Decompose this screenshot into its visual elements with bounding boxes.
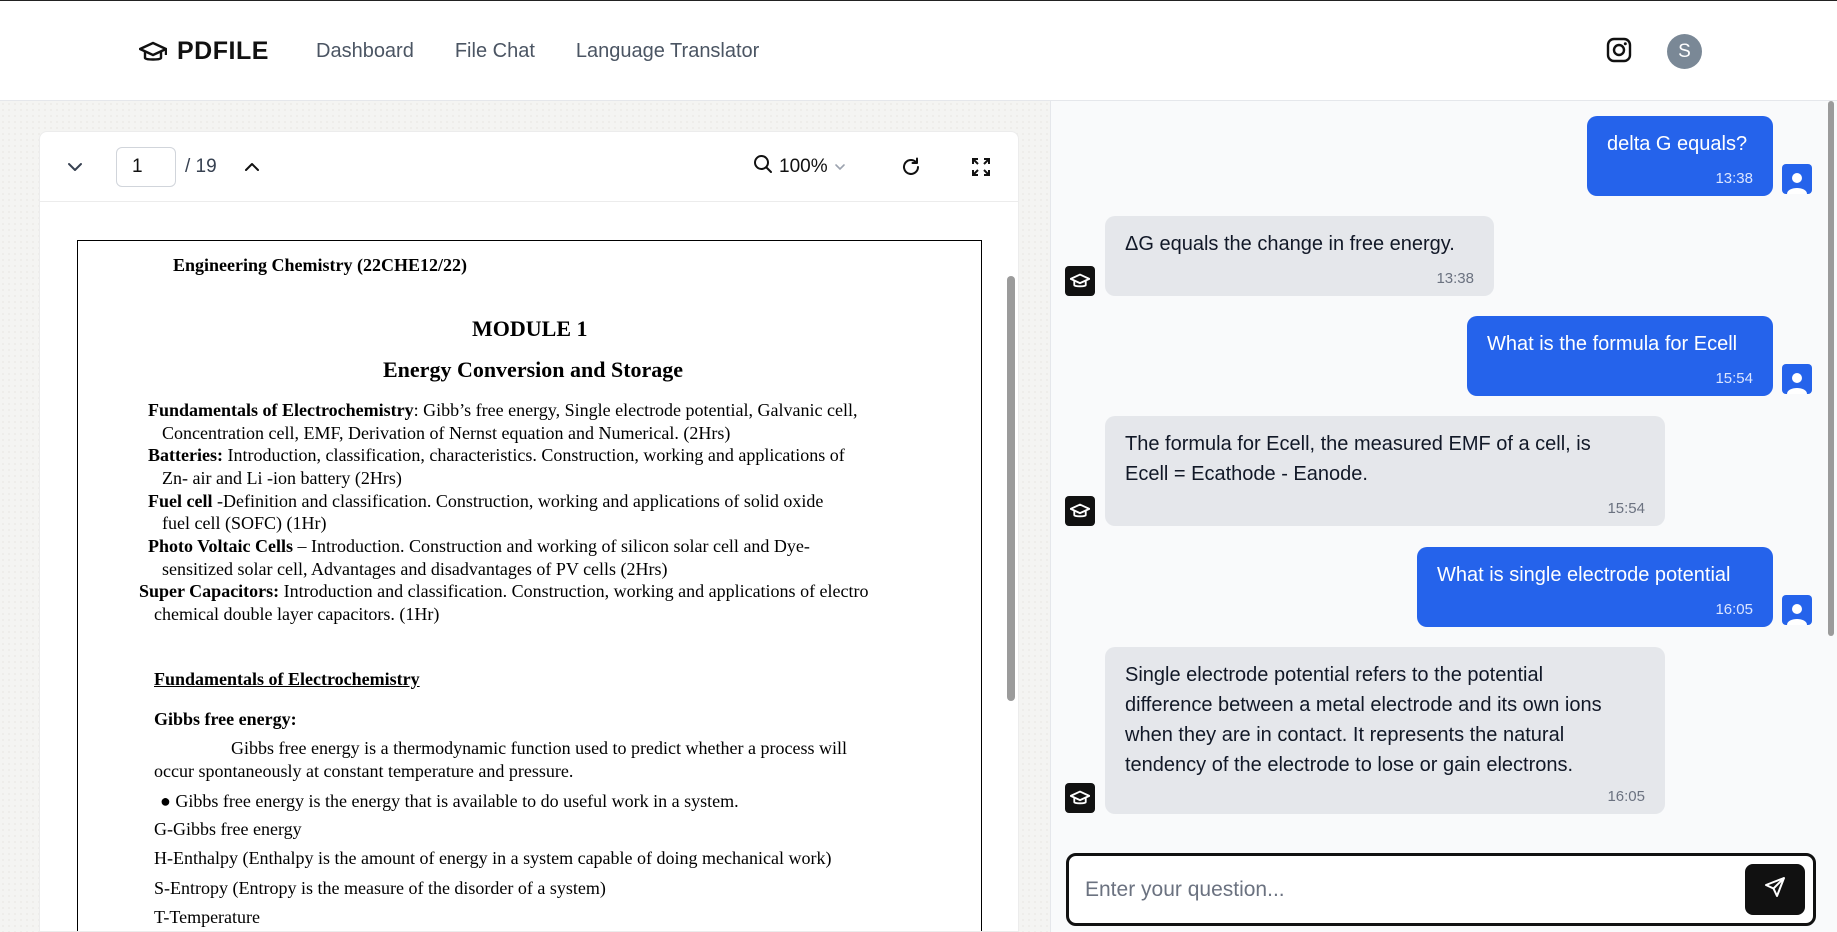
syllabus-item: Fundamentals of Electrochemistry: Gibb’s free energy, Single electrode potential, Galvanic cell, — [148, 400, 858, 420]
nav-language-translator[interactable]: Language Translator — [575, 40, 760, 62]
pdf-definition: S-Entropy (Entropy is the measure of the disorder of a system) — [154, 878, 606, 898]
message-time: 15:54 — [1607, 500, 1645, 517]
syllabus-item: Super Capacitors: Introduction and classification. Construction, working and applications of electro — [139, 581, 869, 601]
syllabus-item-cont: chemical double layer capacitors. (1Hr) — [154, 604, 440, 624]
syllabus-item: Photo Voltaic Cells – Introduction. Construction and working of silicon solar cell and Dye- — [148, 536, 810, 556]
chevron-down-small-icon — [834, 158, 846, 176]
zoom-control[interactable] — [753, 154, 846, 179]
message-time: 15:54 — [1715, 370, 1753, 387]
syllabus-item: Batteries: Introduction, classification, characteristics. Construction, working and applications of — [148, 445, 845, 465]
pdf-section-heading: Fundamentals of Electrochemistry — [154, 669, 420, 689]
send-button[interactable] — [1745, 864, 1805, 915]
pdf-definition: G-Gibbs free energy — [154, 819, 302, 839]
syllabus-item-cont: Zn- air and Li -ion battery (2Hrs) — [162, 468, 402, 488]
syllabus-item-cont: Concentration cell, EMF, Derivation of Nernst equation and Numerical. (2Hrs) — [162, 423, 731, 443]
nav-file-chat[interactable]: File Chat — [454, 40, 535, 62]
send-icon — [1764, 876, 1786, 903]
message-text: What is single electrode potential — [1437, 564, 1731, 586]
brand[interactable] — [139, 37, 269, 66]
chat-message-bot — [1105, 216, 1494, 296]
bot-icon — [1065, 266, 1095, 296]
message-text: delta G equals? — [1607, 133, 1748, 155]
syllabus-item-cont: fuel cell (SOFC) (1Hr) — [162, 513, 327, 533]
message-text: What is the formula for Ecell — [1487, 333, 1738, 355]
avatar[interactable]: S — [1667, 34, 1702, 69]
chat-message-user — [1587, 116, 1773, 196]
message-time: 13:38 — [1436, 270, 1474, 287]
pdf-viewer — [39, 131, 1019, 932]
search-icon — [753, 154, 773, 179]
message-line: tendency of the electrode to lose or gain electrons. — [1125, 754, 1574, 776]
syllabus-item: Fuel cell -Definition and classification. Construction, working and applications of solid oxide — [148, 491, 824, 511]
main-nav — [316, 40, 759, 63]
refresh-icon[interactable] — [896, 152, 926, 182]
bot-icon — [1065, 783, 1095, 813]
chat-scrollbar[interactable] — [1828, 101, 1834, 636]
user-icon — [1782, 364, 1812, 394]
user-icon — [1782, 164, 1812, 194]
message-line: Ecell = Ecathode - Eanode. — [1125, 463, 1368, 485]
message-line: The formula for Ecell, the measured EMF of a cell, is — [1125, 433, 1591, 455]
pdf-scrollbar[interactable] — [1007, 276, 1015, 701]
message-text — [1105, 647, 1665, 780]
message-line: when they are in contact. It represents the natural — [1125, 724, 1565, 746]
chat-panel — [1050, 101, 1837, 932]
graduation-cap-icon — [139, 41, 167, 63]
chat-message-user — [1467, 316, 1773, 396]
zoom-level: 100% — [779, 155, 828, 177]
pdf-toolbar — [40, 132, 1018, 202]
instagram-icon[interactable] — [1606, 37, 1632, 63]
chevron-up-icon[interactable] — [237, 152, 267, 182]
chevron-down-icon[interactable] — [60, 152, 90, 182]
message-time: 16:05 — [1607, 788, 1645, 805]
nav-dashboard[interactable]: Dashboard — [316, 40, 414, 62]
pdf-course-title: Engineering Chemistry (22CHE12/22) — [173, 255, 467, 275]
bot-icon — [1065, 496, 1095, 526]
syllabus-item-cont: sensitized solar cell, Advantages and disadvantages of PV cells (2Hrs) — [162, 559, 668, 579]
chat-input-container — [1066, 853, 1816, 926]
chat-message-bot — [1105, 647, 1665, 814]
message-time: 13:38 — [1715, 170, 1753, 187]
message-text — [1105, 416, 1665, 489]
pdf-module-title: MODULE 1 — [472, 316, 588, 341]
pdf-sub-heading: Gibbs free energy: — [154, 709, 297, 729]
message-line: difference between a metal electrode and its own ions — [1125, 694, 1602, 716]
page-number-input[interactable] — [116, 147, 176, 187]
chat-message-bot — [1105, 416, 1665, 526]
question-input[interactable] — [1085, 870, 1725, 910]
brand-name: PDFILE — [177, 37, 269, 65]
message-time: 16:05 — [1715, 601, 1753, 618]
pdf-page — [77, 240, 982, 932]
page-total: / 19 — [185, 156, 217, 177]
fullscreen-icon[interactable] — [966, 152, 996, 182]
pdf-definition: T-Temperature — [154, 907, 261, 927]
message-line: Single electrode potential refers to the potential — [1125, 664, 1544, 686]
pdf-topic-title: Energy Conversion and Storage — [383, 357, 684, 382]
chat-message-user — [1417, 547, 1773, 627]
pdf-page-area[interactable] — [40, 202, 1018, 932]
pdf-paragraph: Gibbs free energy is a thermodynamic function used to predict whether a process will — [231, 738, 847, 758]
top-navbar — [0, 0, 1837, 101]
user-icon — [1782, 595, 1812, 625]
pdf-definition: H-Enthalpy (Enthalpy is the amount of energy in a system capable of doing mechanical work) — [154, 848, 832, 868]
message-text: ΔG equals the change in free energy. — [1125, 233, 1455, 255]
pdf-bullet: ● Gibbs free energy is the energy that is available to do useful work in a system. — [160, 791, 739, 811]
pdf-paragraph-cont: occur spontaneously at constant temperature and pressure. — [154, 761, 574, 781]
